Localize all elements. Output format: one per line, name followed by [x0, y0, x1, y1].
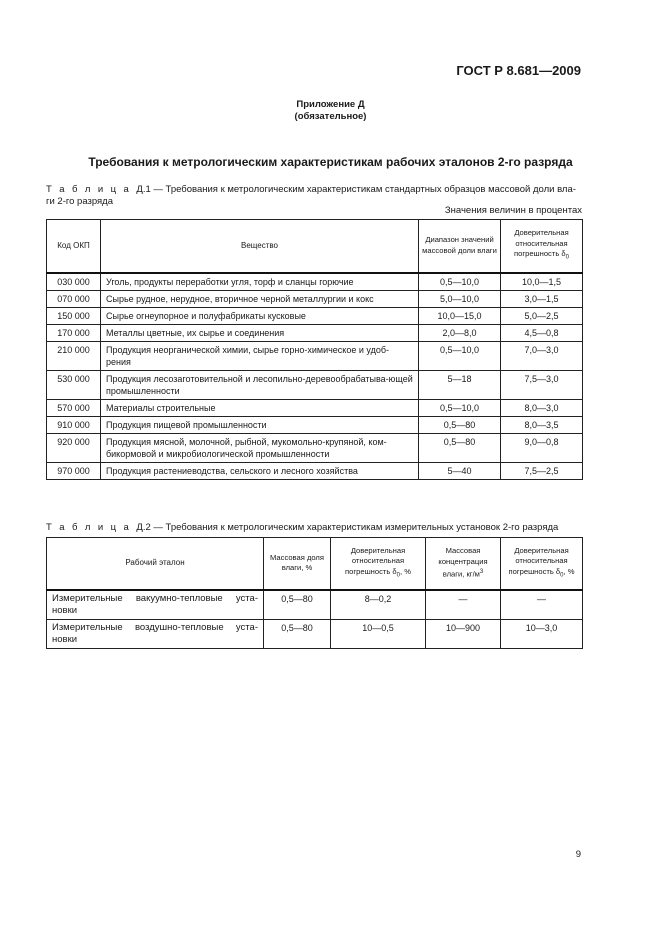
cell-concentration: — [426, 590, 501, 620]
cell-error: 7,5—2,5 [501, 462, 583, 479]
cell-error2: — [501, 590, 583, 620]
col-header-error: Доверительная относительная погрешность $\delta_0$ [501, 220, 583, 273]
cell-code: 920 000 [47, 433, 101, 462]
table2-caption [46, 522, 606, 534]
col-header-concentration: Массовая концентрация влаги, $кг/м^3$ [426, 538, 501, 590]
cell-concentration: 10—900 [426, 619, 501, 648]
annex-title: Приложение Д [296, 99, 365, 110]
table2 [46, 537, 583, 649]
cell-range: 0,5—10,0 [419, 399, 501, 416]
col-header-standard: Рабочий эталон [47, 538, 264, 590]
cell-code: 170 000 [47, 324, 101, 341]
cell-error: 3,0—1,5 [501, 290, 583, 307]
section-title: Требования к метрологическим характеристикам рабочих эталонов 2-го разряда [88, 155, 573, 169]
table-row [47, 433, 583, 462]
cell-range: 5,0—10,0 [419, 290, 501, 307]
table-row [47, 290, 583, 307]
cell-error1: 10—0,5 [331, 619, 426, 648]
cell-substance: Сырье рудное, нерудное, вторичное черной металлургии и кокс [101, 290, 419, 307]
page-number: 9 [575, 849, 581, 860]
cell-code: 970 000 [47, 462, 101, 479]
table1-caption-line1: Д.1 — Требования к метрологическим характеристикам стандартных образцов массовой доли вла- [136, 184, 576, 195]
table2-label: Т а б л и ц а [46, 522, 132, 533]
cell-error: 9,0—0,8 [501, 433, 583, 462]
table-row [47, 462, 583, 479]
cell-error: 5,0—2,5 [501, 307, 583, 324]
cell-range: 10,0—15,0 [419, 307, 501, 324]
table-row [47, 399, 583, 416]
cell-error: 8,0—3,5 [501, 416, 583, 433]
cell-range: 0,5—80 [419, 433, 501, 462]
table-row [47, 370, 583, 399]
cell-substance: Сырье огнеупорное и полуфабрикаты кусковые [101, 307, 419, 324]
table1-caption-line2: ги 2-го разряда [46, 196, 114, 207]
cell-code: 530 000 [47, 370, 101, 399]
col-header-code: Код ОКП [47, 220, 101, 273]
cell-error: 4,5—0,8 [501, 324, 583, 341]
cell-code: 570 000 [47, 399, 101, 416]
cell-error1: 8—0,2 [331, 590, 426, 620]
document-code: ГОСТ Р 8.681—2009 [456, 63, 581, 78]
cell-substance: Продукция лесозаготовительной и лесопильно-деревообрабатыва-ющей промышленности [101, 370, 419, 399]
cell-moisture-fraction: 0,5—80 [264, 590, 331, 620]
annex-heading [0, 99, 661, 123]
table2-caption-text: Д.2 — Требования к метрологическим характеристикам измерительных установок 2-го разряда [136, 522, 559, 533]
table-row [47, 590, 583, 620]
col-header-range: Диапазон значений массовой доли влаги [419, 220, 501, 273]
cell-code: 070 000 [47, 290, 101, 307]
cell-code: 030 000 [47, 273, 101, 291]
col-header-error1: Доверительная относительная погрешность $\delta_0$, % [331, 538, 426, 590]
table-row [47, 307, 583, 324]
cell-moisture-fraction: 0,5—80 [264, 619, 331, 648]
table-row [47, 341, 583, 370]
table-row [47, 273, 583, 291]
cell-code: 210 000 [47, 341, 101, 370]
annex-status: (обязательное) [294, 111, 367, 122]
cell-error: 7,5—3,0 [501, 370, 583, 399]
cell-error: 8,0—3,0 [501, 399, 583, 416]
cell-code: 150 000 [47, 307, 101, 324]
cell-substance: Металлы цветные, их сырье и соединения [101, 324, 419, 341]
cell-error: 7,0—3,0 [501, 341, 583, 370]
cell-substance: Уголь, продукты переработки угля, торф и сланцы горючие [101, 273, 419, 291]
cell-substance: Продукция мясной, молочной, рыбной, мукомольно-крупяной, ком-бикормовой и микробиологической промышленности [101, 433, 419, 462]
cell-error: 10,0—1,5 [501, 273, 583, 291]
cell-range: 2,0—8,0 [419, 324, 501, 341]
table-row [47, 324, 583, 341]
cell-range: 5—40 [419, 462, 501, 479]
col-header-substance: Вещество [101, 220, 419, 273]
cell-substance: Продукция пищевой промышленности [101, 416, 419, 433]
cell-substance: Материалы строительные [101, 399, 419, 416]
cell-error2: 10—3,0 [501, 619, 583, 648]
col-header-moisture-fraction: Массовая доля влаги, % [264, 538, 331, 590]
cell-range: 5—18 [419, 370, 501, 399]
col-header-error2: Доверительная относительная погрешность $\delta_0$, % [501, 538, 583, 590]
cell-code: 910 000 [47, 416, 101, 433]
cell-standard: Измерительные воздушно-тепловые уста-новки [47, 619, 264, 648]
table-row [47, 619, 583, 648]
cell-range: 0,5—10,0 [419, 273, 501, 291]
cell-standard: Измерительные вакуумно-тепловые уста-новки [47, 590, 264, 620]
cell-substance: Продукция неорганической химии, сырье горно-химическое и удоб-рения [101, 341, 419, 370]
table-row [47, 416, 583, 433]
cell-range: 0,5—80 [419, 416, 501, 433]
table1 [46, 219, 583, 480]
table1-label: Т а б л и ц а [46, 184, 132, 195]
table1-units-note: Значения величин в процентах [444, 205, 582, 216]
cell-range: 0,5—10,0 [419, 341, 501, 370]
cell-substance: Продукция растениеводства, сельского и лесного хозяйства [101, 462, 419, 479]
